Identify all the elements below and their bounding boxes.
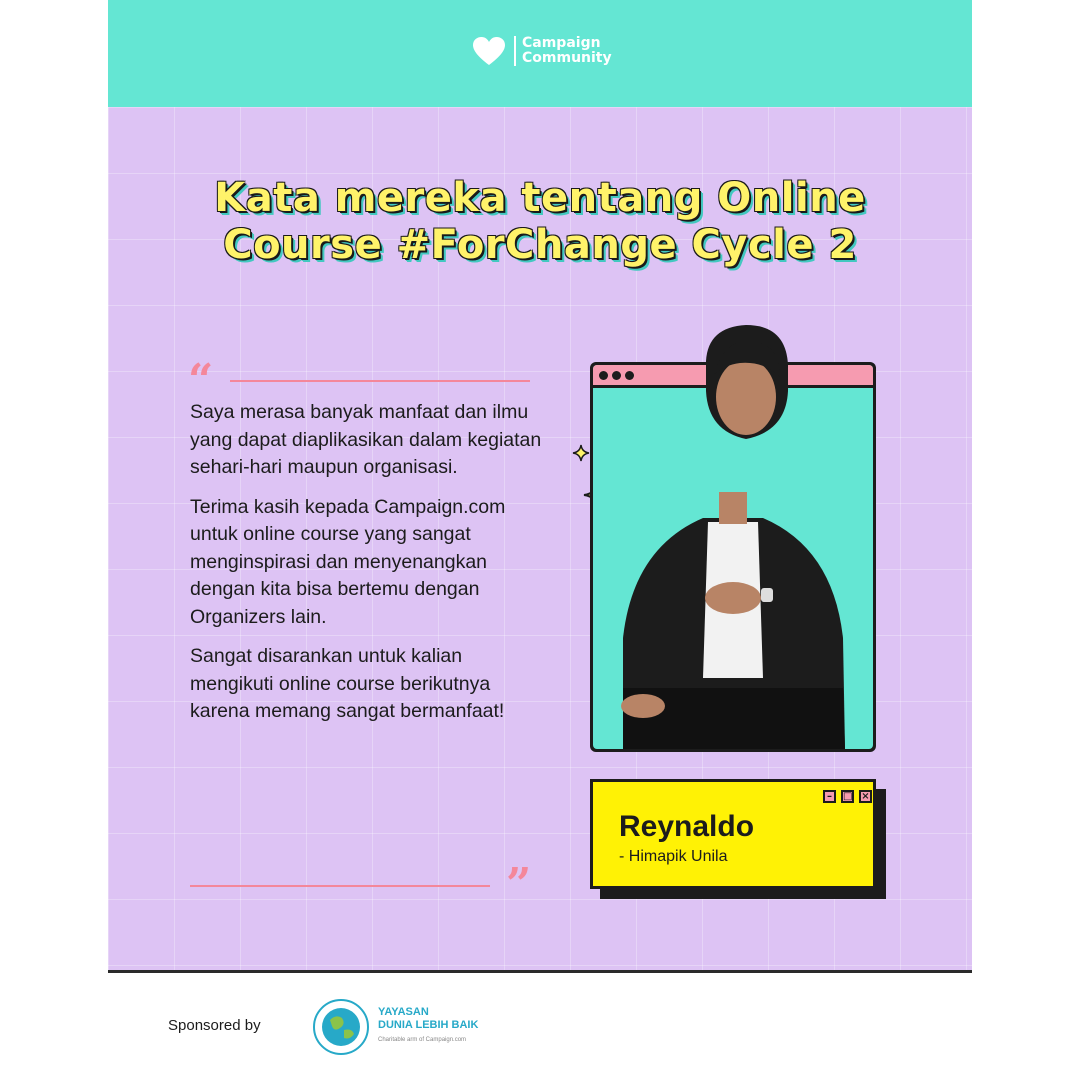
globe-icon [312,998,370,1056]
close-icon: × [859,790,872,803]
headline-line-1: Kata mereka tentang Online [214,175,866,221]
headline-line-2: Course #ForChange Cycle 2 [223,222,857,268]
name-card [590,779,882,889]
sparkle-small-icon [572,444,590,462]
brand-name [514,36,612,66]
person-head [694,321,798,445]
header-bar [108,0,972,107]
quote-divider-bottom [190,885,490,887]
testimonial-text [190,399,550,738]
testimonial-paragraph-2: Terima kasih kepada Campaign.com untuk online course yang sangat menginspirasi dan menyenangkan dengan kita bisa bertemu dengan Organizers lain. [190,495,506,628]
testimonial-card [108,0,972,972]
maximize-icon: □ [843,791,853,802]
brand-line-1: Campaign [522,35,601,51]
heart-icon [472,36,506,66]
quote-divider-top [230,380,530,382]
person-organization: - Himapik Unila [619,848,728,865]
person-name: Reynaldo [619,810,755,843]
close-quote-mark: ” [506,859,532,910]
headline [148,175,932,269]
window-dot-icon [625,371,634,380]
sponsor-name [378,1006,478,1047]
minimize-icon: – [823,790,836,803]
name-card-box [590,779,876,889]
sponsor-line-2: DUNIA LEBIH BAIK [378,1019,479,1031]
footer-divider [108,970,972,973]
sponsored-by-label: Sponsored by [168,1017,261,1034]
testimonial-paragraph-1: Saya merasa banyak manfaat dan ilmu yang dapat diaplikasikan dalam kegiatan sehari-hari maupun organisasi. [190,401,542,478]
brand-line-2: Community [522,50,612,66]
main-panel [108,107,972,970]
window-dot-icon [599,371,608,380]
sponsor-tagline: Charitable arm of Campaign.com [378,1037,467,1043]
brand-logo [472,36,612,66]
window-dot-icon [612,371,621,380]
testimonial-paragraph-3: Sangat disarankan untuk kalian mengikuti online course berikutnya karena memang sangat bermanfaat! [190,645,505,722]
open-quote-mark: “ [188,355,214,406]
sponsor-line-1: YAYASAN [378,1006,429,1018]
